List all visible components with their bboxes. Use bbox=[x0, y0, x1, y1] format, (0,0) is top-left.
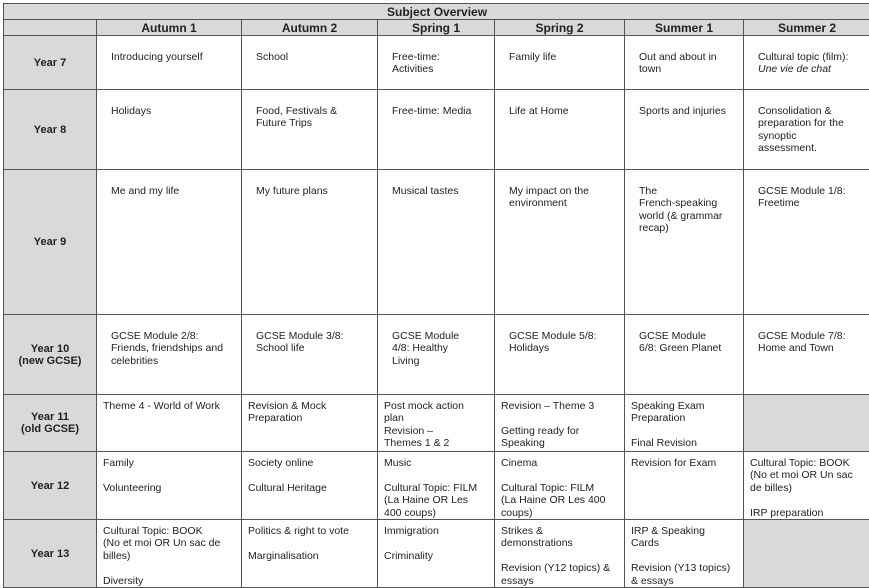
cell-line: recap) bbox=[639, 222, 735, 234]
cell-line: 4/8: Healthy bbox=[392, 342, 486, 354]
row-header-line: Year 12 bbox=[4, 480, 96, 492]
topic-cell bbox=[242, 395, 378, 452]
cell-line: Getting ready for bbox=[501, 425, 620, 437]
empty-cell bbox=[744, 520, 869, 588]
cell-line: French-speaking bbox=[639, 197, 735, 209]
cell-line: My impact on the bbox=[509, 185, 616, 197]
cell-line: The bbox=[639, 185, 735, 197]
cell-line: Activities bbox=[392, 63, 486, 75]
row-header-line: Year 13 bbox=[4, 548, 96, 560]
cell-line: Strikes & bbox=[501, 525, 620, 537]
cell-line: Cultural Topic: FILM bbox=[501, 482, 620, 494]
table-row bbox=[4, 90, 869, 170]
cell-line: Preparation bbox=[248, 412, 373, 424]
topic-cell bbox=[378, 90, 495, 170]
cell-line: Revision (Y12 topics) & bbox=[501, 562, 620, 574]
cell-line: Me and my life bbox=[111, 185, 233, 197]
topic-cell bbox=[97, 315, 242, 395]
topic-cell bbox=[378, 36, 495, 90]
cell-line: world (& grammar bbox=[639, 210, 735, 222]
row-header bbox=[4, 170, 97, 315]
column-header: Summer 2 bbox=[744, 20, 869, 36]
topic-cell bbox=[242, 520, 378, 588]
cell-line: Volunteering bbox=[103, 482, 237, 494]
cell-line: Revision (Y13 topics) bbox=[631, 562, 739, 574]
cell-line: (No et moi OR Un sac bbox=[750, 469, 866, 481]
line-gap bbox=[384, 469, 490, 481]
cell-line: essays bbox=[501, 575, 620, 587]
topic-cell bbox=[97, 395, 242, 452]
cell-line: Out and about in bbox=[639, 51, 735, 63]
table-row bbox=[4, 170, 869, 315]
cell-line: Holidays bbox=[509, 342, 616, 354]
topic-cell bbox=[744, 36, 869, 90]
column-header: Spring 2 bbox=[495, 20, 625, 36]
empty-cell bbox=[744, 395, 869, 452]
cell-line: Immigration bbox=[384, 525, 490, 537]
cell-line: Future Trips bbox=[256, 117, 369, 129]
topic-cell bbox=[495, 36, 625, 90]
topic-cell bbox=[744, 170, 869, 315]
cell-line: (La Haine OR Les 400 bbox=[501, 494, 620, 506]
cell-line: School life bbox=[256, 342, 369, 354]
row-header-line: Year 11 bbox=[4, 411, 96, 423]
topic-cell bbox=[495, 90, 625, 170]
cell-line: GCSE Module 2/8: bbox=[111, 330, 233, 342]
cell-line: de billes) bbox=[750, 482, 866, 494]
topic-cell bbox=[625, 90, 744, 170]
cell-line: Themes 1 & 2 bbox=[384, 437, 490, 449]
cell-line: Final Revision bbox=[631, 437, 739, 449]
cell-line: Une vie de chat bbox=[758, 63, 862, 75]
row-header bbox=[4, 520, 97, 588]
cell-line: GCSE Module 5/8: bbox=[509, 330, 616, 342]
cell-line: Freetime bbox=[758, 197, 862, 209]
cell-line: Revision & Mock bbox=[248, 400, 373, 412]
line-gap bbox=[631, 425, 739, 437]
cell-line: Speaking bbox=[501, 437, 620, 449]
cell-line: town bbox=[639, 63, 735, 75]
topic-cell bbox=[495, 315, 625, 395]
cell-line: GCSE Module bbox=[639, 330, 735, 342]
cell-line: Free-time: bbox=[392, 51, 486, 63]
line-gap bbox=[501, 469, 620, 481]
topic-cell bbox=[495, 520, 625, 588]
table-row bbox=[4, 36, 869, 90]
cell-line: Revision for Exam bbox=[631, 457, 739, 469]
corner-cell bbox=[4, 20, 97, 36]
cell-line: Friends, friendships and bbox=[111, 342, 233, 354]
cell-line: Food, Festivals & bbox=[256, 105, 369, 117]
topic-cell bbox=[625, 520, 744, 588]
cell-line: GCSE Module 1/8: bbox=[758, 185, 862, 197]
cell-line: Marginalisation bbox=[248, 550, 373, 562]
cell-line: coups) bbox=[501, 507, 620, 519]
cell-line: Living bbox=[392, 355, 486, 367]
cell-line: GCSE Module 3/8: bbox=[256, 330, 369, 342]
topic-cell bbox=[495, 170, 625, 315]
cell-line: (La Haine OR Les bbox=[384, 494, 490, 506]
cell-line: Free-time: Media bbox=[392, 105, 486, 117]
line-gap bbox=[501, 412, 620, 424]
topic-cell bbox=[97, 36, 242, 90]
cell-line: Cultural Topic: BOOK bbox=[750, 457, 866, 469]
cell-line: & essays bbox=[631, 575, 739, 587]
topic-cell bbox=[378, 170, 495, 315]
topic-cell bbox=[744, 452, 869, 520]
subject-overview-table bbox=[3, 3, 869, 588]
topic-cell bbox=[378, 395, 495, 452]
cell-line: GCSE Module 7/8: bbox=[758, 330, 862, 342]
cell-line: Sports and injuries bbox=[639, 105, 735, 117]
topic-cell bbox=[625, 395, 744, 452]
cell-line: billes) bbox=[103, 550, 237, 562]
line-gap bbox=[248, 469, 373, 481]
cell-line: IRP preparation bbox=[750, 507, 866, 519]
cell-line: Consolidation & bbox=[758, 105, 862, 117]
topic-cell bbox=[242, 315, 378, 395]
line-gap bbox=[103, 469, 237, 481]
cell-line: Diversity bbox=[103, 575, 237, 587]
cell-line: demonstrations bbox=[501, 537, 620, 549]
row-header-line: Year 8 bbox=[4, 124, 96, 136]
topic-cell bbox=[744, 315, 869, 395]
row-header bbox=[4, 90, 97, 170]
column-header: Autumn 2 bbox=[242, 20, 378, 36]
topic-cell bbox=[744, 90, 869, 170]
line-gap bbox=[248, 537, 373, 549]
topic-cell bbox=[495, 452, 625, 520]
topic-cell bbox=[97, 520, 242, 588]
cell-line: (No et moi OR Un sac de bbox=[103, 537, 237, 549]
topic-cell bbox=[495, 395, 625, 452]
cell-line: Cards bbox=[631, 537, 739, 549]
cell-line: Politics & right to vote bbox=[248, 525, 373, 537]
topic-cell bbox=[378, 315, 495, 395]
cell-line: plan bbox=[384, 412, 490, 424]
topic-cell bbox=[97, 452, 242, 520]
cell-line: Cinema bbox=[501, 457, 620, 469]
cell-line: School bbox=[256, 51, 369, 63]
cell-line: environment bbox=[509, 197, 616, 209]
column-header: Summer 1 bbox=[625, 20, 744, 36]
topic-cell bbox=[97, 170, 242, 315]
cell-line: 6/8: Green Planet bbox=[639, 342, 735, 354]
cell-line: IRP & Speaking bbox=[631, 525, 739, 537]
cell-line: Cultural Topic: FILM bbox=[384, 482, 490, 494]
table-row bbox=[4, 452, 869, 520]
cell-line: My future plans bbox=[256, 185, 369, 197]
cell-line: Music bbox=[384, 457, 490, 469]
cell-line: Revision – bbox=[384, 425, 490, 437]
row-header-line: Year 9 bbox=[4, 236, 96, 248]
row-header-line: Year 10 bbox=[4, 343, 96, 355]
cell-line: Musical tastes bbox=[392, 185, 486, 197]
row-header bbox=[4, 395, 97, 452]
cell-line: Home and Town bbox=[758, 342, 862, 354]
topic-cell bbox=[242, 90, 378, 170]
cell-line: Revision – Theme 3 bbox=[501, 400, 620, 412]
topic-cell bbox=[378, 452, 495, 520]
cell-line: Theme 4 - World of Work bbox=[103, 400, 237, 412]
cell-line: Holidays bbox=[111, 105, 233, 117]
cell-line: Life at Home bbox=[509, 105, 616, 117]
cell-line: Post mock action bbox=[384, 400, 490, 412]
topic-cell bbox=[242, 170, 378, 315]
column-header: Autumn 1 bbox=[97, 20, 242, 36]
line-gap bbox=[103, 562, 237, 574]
cell-line: preparation for the bbox=[758, 117, 862, 129]
line-gap bbox=[384, 537, 490, 549]
topic-cell bbox=[242, 36, 378, 90]
line-gap bbox=[750, 494, 866, 506]
cell-line: Speaking Exam bbox=[631, 400, 739, 412]
table-row bbox=[4, 315, 869, 395]
topic-cell bbox=[625, 36, 744, 90]
row-header-line: Year 7 bbox=[4, 57, 96, 69]
topic-cell bbox=[625, 452, 744, 520]
cell-line: Cultural Topic: BOOK bbox=[103, 525, 237, 537]
line-gap bbox=[501, 550, 620, 562]
cell-line: Criminality bbox=[384, 550, 490, 562]
cell-line: Family bbox=[103, 457, 237, 469]
table-title: Subject Overview bbox=[4, 4, 869, 20]
cell-line: Cultural Heritage bbox=[248, 482, 373, 494]
cell-line: celebrities bbox=[111, 355, 233, 367]
cell-line: 400 coups) bbox=[384, 507, 490, 519]
line-gap bbox=[631, 550, 739, 562]
column-header: Spring 1 bbox=[378, 20, 495, 36]
row-header bbox=[4, 315, 97, 395]
cell-line: assessment. bbox=[758, 142, 862, 154]
cell-line: Society online bbox=[248, 457, 373, 469]
cell-line: GCSE Module bbox=[392, 330, 486, 342]
cell-line: Introducing yourself bbox=[111, 51, 233, 63]
topic-cell bbox=[378, 520, 495, 588]
row-header bbox=[4, 452, 97, 520]
topic-cell bbox=[625, 315, 744, 395]
cell-line: Preparation bbox=[631, 412, 739, 424]
table-row bbox=[4, 520, 869, 588]
topic-cell bbox=[242, 452, 378, 520]
row-header-line: (old GCSE) bbox=[4, 423, 96, 435]
table-row bbox=[4, 395, 869, 452]
row-header bbox=[4, 36, 97, 90]
topic-cell bbox=[97, 90, 242, 170]
cell-line: Family life bbox=[509, 51, 616, 63]
row-header-line: (new GCSE) bbox=[4, 355, 96, 367]
cell-line: Cultural topic (film): bbox=[758, 51, 862, 63]
topic-cell bbox=[625, 170, 744, 315]
cell-line: synoptic bbox=[758, 130, 862, 142]
